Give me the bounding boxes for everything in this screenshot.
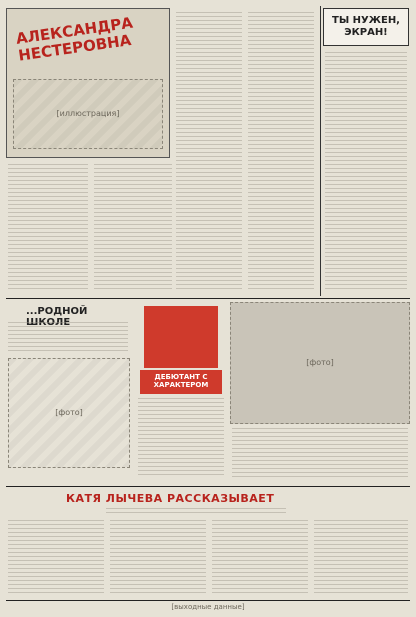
feature-illustration-panel (6, 8, 170, 158)
school-photo: [фото] (8, 358, 130, 468)
bottom-article (6, 490, 410, 598)
feature-body-col3 (248, 12, 314, 290)
sidebar-article (320, 6, 410, 296)
debut-body (138, 398, 224, 478)
bottom-col4 (314, 520, 408, 594)
bottom-subtitle (106, 508, 286, 516)
sidebar-headline: ТЫ НУЖЕН, ЭКРАН! (332, 15, 400, 38)
debut-article (136, 302, 226, 482)
debut-emblem (144, 306, 218, 368)
middle-divider (6, 486, 410, 487)
footer-imprint: [выходные данные] (171, 603, 245, 611)
feature-title: АЛЕКСАНДРА НЕСТЕРОВНА (14, 13, 134, 65)
hockey-photo: [фото] (230, 302, 410, 424)
debut-body-right (232, 428, 408, 480)
bottom-col2 (110, 520, 206, 594)
top-divider (6, 298, 410, 299)
school-article (6, 302, 132, 482)
debut-title-box (140, 370, 222, 394)
feature-body-col2 (176, 12, 242, 290)
school-intro (8, 322, 128, 352)
footer-rule (6, 600, 410, 601)
feature-illustration: [иллюстрация] (13, 79, 163, 149)
feature-body-mid (94, 164, 172, 292)
school-title: ...РОДНОЙ ШКОЛЕ (26, 306, 88, 328)
debut-title: ДЕБЮТАНТ С ХАРАКТЕРОМ (153, 373, 209, 390)
bottom-col3 (212, 520, 308, 594)
bottom-col1 (8, 520, 104, 594)
feature-body-left (8, 164, 88, 292)
bottom-headline: КАТЯ ЛЫЧЕВА РАССКАЗЫВАЕТ (66, 492, 275, 505)
sidebar-headline-box (323, 8, 409, 46)
sidebar-body (325, 52, 407, 290)
